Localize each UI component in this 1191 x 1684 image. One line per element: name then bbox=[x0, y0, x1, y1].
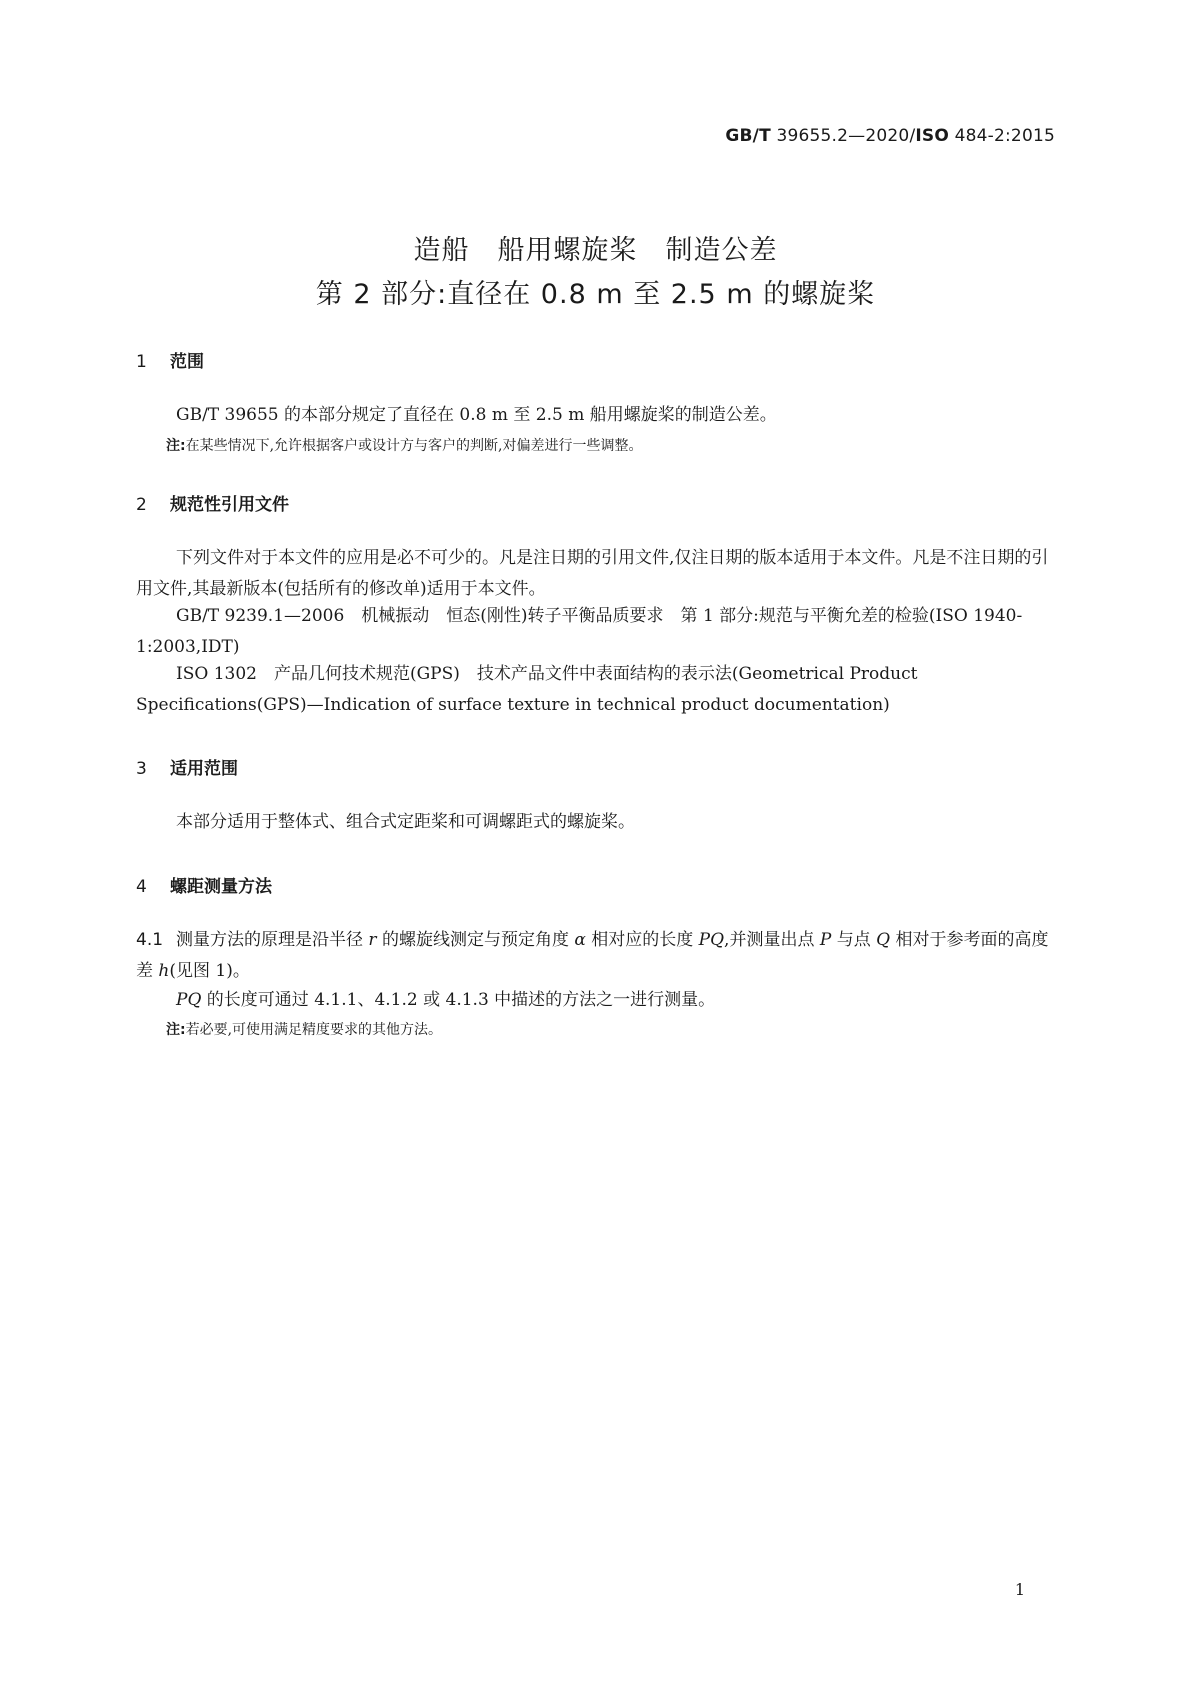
section-heading-3 bbox=[136, 754, 238, 779]
applicability-paragraph: 本部分适用于整体式、组合式定距桨和可调螺距式的螺旋桨。 bbox=[176, 812, 635, 832]
section-number: 4 bbox=[136, 877, 147, 897]
section-title: 螺距测量方法 bbox=[170, 877, 272, 897]
symbol-h: h bbox=[158, 961, 170, 981]
text-run: 的螺旋线测定与预定角度 bbox=[376, 930, 575, 950]
clause-4-1-note bbox=[166, 1019, 442, 1039]
document-title-line1: 造船 船用螺旋桨 制造公差 bbox=[413, 235, 778, 266]
reference-iso-1302: ISO 1302 产品几何技术规范(GPS) 技术产品文件中表面结构的表示法(Geometrical Product Specifications(GPS)—Indication of surface texture in technical product documentation) bbox=[136, 664, 918, 715]
clause-4-1-measurement-methods bbox=[136, 985, 1056, 1016]
section-heading-2 bbox=[136, 490, 289, 515]
symbol-q: Q bbox=[876, 930, 891, 950]
note-text: 若必要,可使用满足精度要求的其他方法。 bbox=[185, 1022, 443, 1038]
symbol-alpha: α bbox=[574, 930, 586, 950]
normative-references-intro: 下列文件对于本文件的应用是必不可少的。凡是注日期的引用文件,仅注日期的版本适用于本文件。凡是不注日期的引用文件,其最新版本(包括所有的修改单)适用于本文件。 bbox=[136, 548, 1049, 599]
clause-number: 4.1 bbox=[136, 930, 164, 950]
reference-gbt-9239: GB/T 9239.1—2006 机械振动 恒态(刚性)转子平衡品质要求 第 1 部分:规范与平衡允差的检验(ISO 1940-1:2003,IDT) bbox=[136, 606, 1023, 657]
scope-note bbox=[166, 435, 643, 455]
section-title: 适用范围 bbox=[170, 759, 238, 779]
standard-code-header bbox=[725, 126, 1055, 146]
standard-number: 39655.2—2020/ bbox=[770, 126, 916, 146]
section-heading-4 bbox=[136, 872, 272, 897]
clause-4-1-paragraph bbox=[136, 925, 1056, 987]
section-number: 1 bbox=[136, 352, 147, 372]
symbol-pq: PQ bbox=[698, 930, 725, 950]
section-heading-1 bbox=[136, 347, 204, 372]
text-run: 相对应的长度 bbox=[585, 930, 699, 950]
section-number: 3 bbox=[136, 759, 147, 779]
text-run: 的长度可通过 4.1.1、4.1.2 或 4.1.3 中描述的方法之一进行测量。 bbox=[201, 990, 716, 1010]
text-run: (见图 1)。 bbox=[169, 961, 250, 981]
standard-prefix: GB/T bbox=[725, 126, 771, 146]
page-number: 1 bbox=[1014, 1580, 1025, 1599]
text-run: 相对于参考面的高度差 bbox=[136, 930, 1049, 981]
note-label: 注: bbox=[166, 438, 186, 454]
section-number: 2 bbox=[136, 495, 147, 515]
note-label: 注: bbox=[166, 1022, 186, 1038]
symbol-r: r bbox=[368, 930, 377, 950]
text-run: 与点 bbox=[831, 930, 877, 950]
document-title-line2: 第 2 部分:直径在 0.8 m 至 2.5 m 的螺旋桨 bbox=[315, 279, 876, 310]
note-text: 在某些情况下,允许根据客户或设计方与客户的判断,对偏差进行一些调整。 bbox=[185, 438, 643, 454]
iso-prefix: ISO bbox=[915, 126, 949, 146]
iso-number: 484-2:2015 bbox=[949, 126, 1055, 146]
text-run: ,并测量出点 bbox=[724, 930, 820, 950]
section-title: 范围 bbox=[170, 352, 204, 372]
symbol-p: P bbox=[819, 930, 832, 950]
section-title: 规范性引用文件 bbox=[170, 495, 289, 515]
text-run: 测量方法的原理是沿半径 bbox=[176, 930, 369, 950]
symbol-pq: PQ bbox=[176, 990, 202, 1010]
scope-paragraph: GB/T 39655 的本部分规定了直径在 0.8 m 至 2.5 m 船用螺旋桨的制造公差。 bbox=[176, 405, 777, 425]
